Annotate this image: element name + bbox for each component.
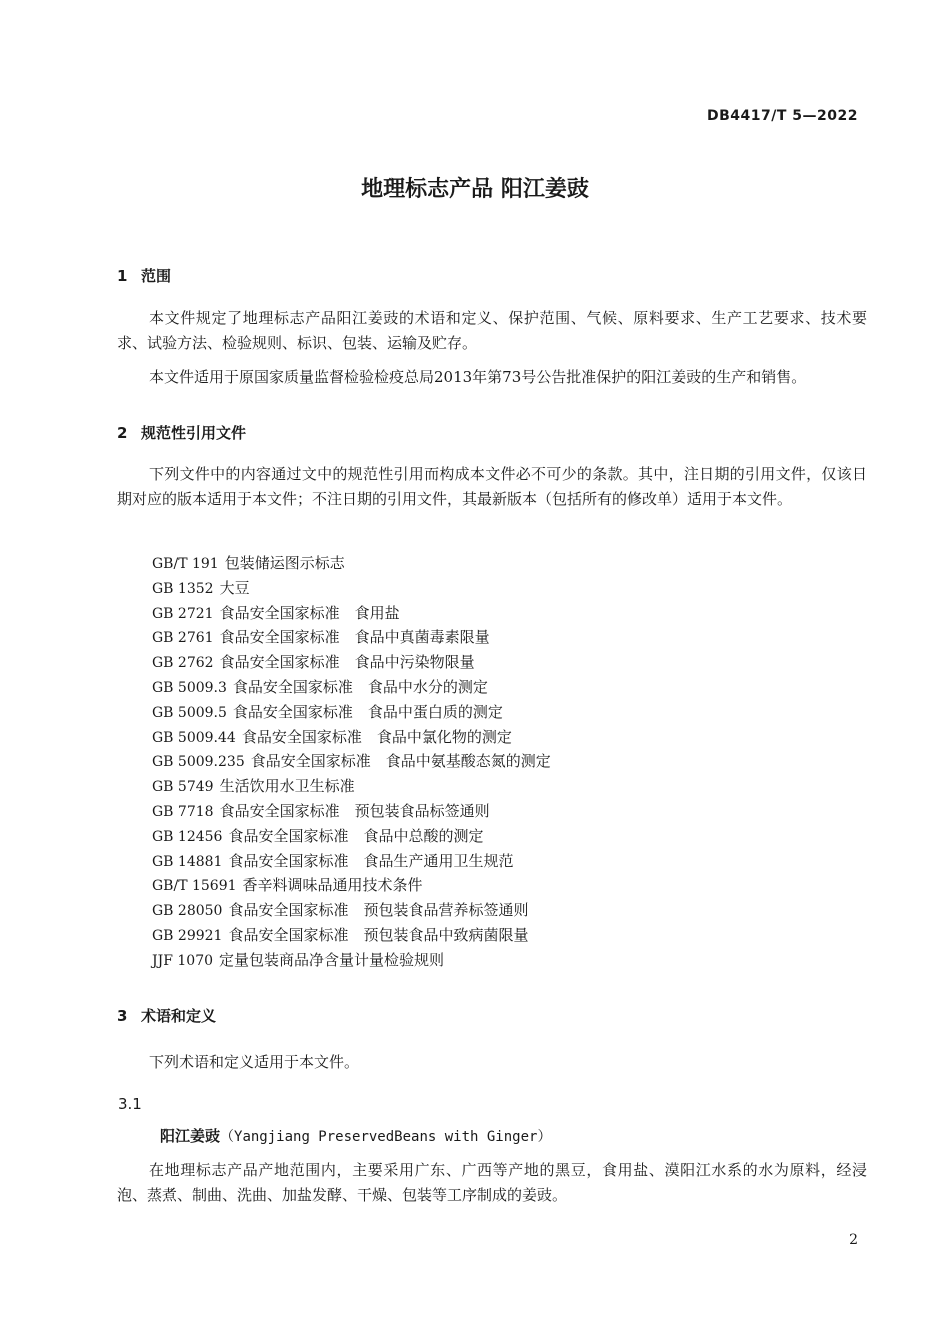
term-entry (160, 1125, 551, 1146)
section-title: 规范性引用文件 (141, 424, 247, 442)
term-chinese: 阳江姜豉 (160, 1127, 221, 1145)
reference-item (152, 625, 551, 650)
paragraph: 下列文件中的内容通过文中的规范性引用而构成本文件必不可少的条款。其中，注日期的引用文件，仅该日期对应的版本适用于本文件；不注日期的引用文件，其最新版本（包括所有的修改单）适用于本文件。 (117, 465, 867, 508)
reference-name: 食品安全国家标准 预包装食品营养标签通则 (228, 901, 529, 920)
reference-name: 食品安全国家标准 食品中蛋白质的测定 (232, 702, 503, 721)
reference-item (152, 824, 551, 849)
reference-item (152, 774, 551, 799)
reference-code: GB/T 191 (152, 556, 219, 572)
reference-code: GB 5009.235 (152, 754, 245, 771)
term-english: （Yangjiang PreservedBeans with Ginger） (220, 1129, 552, 1145)
reference-name: 食品安全国家标准 食品中污染物限量 (219, 653, 475, 672)
paragraph: 本文件规定了地理标志产品阳江姜豉的术语和定义、保护范围、气候、原料要求、生产工艺要求、技术要求、试验方法、检验规则、标识、包装、运输及贮存。 (117, 309, 867, 352)
reference-name: 大豆 (219, 578, 250, 597)
section-heading-scope (117, 265, 171, 286)
reference-item (152, 849, 551, 874)
section-number: 2 (117, 424, 128, 442)
document-code: DB4417/T 5—2022 (707, 108, 858, 124)
reference-name: 食品安全国家标准 预包装食品标签通则 (219, 801, 490, 820)
reference-item (152, 799, 551, 824)
reference-item (152, 898, 551, 923)
reference-code: GB 5009.3 (152, 679, 227, 696)
reference-list (152, 551, 551, 973)
reference-item (152, 650, 551, 675)
reference-name: 食品安全国家标准 食品中水分的测定 (232, 677, 488, 696)
reference-code: GB 5009.5 (152, 704, 227, 721)
page-number: 2 (849, 1232, 858, 1248)
reference-item (152, 576, 551, 601)
reference-item (152, 601, 551, 626)
reference-item (152, 923, 551, 948)
reference-item (152, 675, 551, 700)
reference-code: GB 14881 (152, 853, 223, 870)
reference-item (152, 551, 551, 576)
reference-item (152, 749, 551, 774)
paragraph: 下列术语和定义适用于本文件。 (149, 1053, 360, 1071)
reference-code: GB 2721 (152, 605, 214, 622)
reference-code: JJF 1070 (152, 952, 214, 969)
reference-code: GB/T 15691 (152, 878, 237, 895)
reference-code: GB 1352 (152, 580, 214, 597)
document-title: 地理标志产品 阳江姜豉 (361, 177, 589, 202)
reference-item (152, 700, 551, 725)
reference-name: 食品安全国家标准 预包装食品中致病菌限量 (228, 925, 529, 944)
reference-code: GB 7718 (152, 803, 214, 820)
section-number: 1 (117, 267, 128, 285)
term-definition: 在地理标志产品产地范围内，主要采用广东、广西等产地的黑豆，食用盐、漠阳江水系的水为原料，经浸泡、蒸煮、制曲、洗曲、加盐发酵、干燥、包装等工序制成的姜豉。 (117, 1161, 867, 1204)
reference-name: 生活饮用水卫生标准 (219, 777, 355, 796)
reference-name: 食品安全国家标准 食品中真菌毒素限量 (219, 628, 490, 647)
subsection-number: 3.1 (118, 1095, 142, 1113)
reference-name: 定量包装商品净含量计量检验规则 (219, 950, 445, 969)
paragraph: 本文件适用于原国家质量监督检验检疫总局2013年第73号公告批准保护的阳江姜豉的生产和销售。 (149, 368, 807, 386)
reference-item (152, 873, 551, 898)
reference-name: 食品安全国家标准 食品中氨基酸态氮的测定 (250, 752, 551, 771)
reference-name: 食品安全国家标准 食品中总酸的测定 (228, 826, 484, 845)
reference-code: GB 28050 (152, 903, 223, 920)
reference-name: 香辛料调味品通用技术条件 (242, 876, 423, 895)
reference-code: GB 29921 (152, 927, 223, 944)
reference-name: 食品安全国家标准 食用盐 (219, 603, 400, 622)
section-title: 范围 (141, 267, 172, 285)
reference-name: 包装储运图示标志 (224, 554, 345, 572)
reference-code: GB 5749 (152, 779, 214, 796)
reference-name: 食品安全国家标准 食品中氯化物的测定 (241, 727, 512, 746)
section-heading-normative-references (117, 422, 246, 443)
reference-item (152, 948, 551, 973)
reference-code: GB 2762 (152, 655, 214, 672)
reference-name: 食品安全国家标准 食品生产通用卫生规范 (228, 851, 514, 870)
reference-code: GB 2761 (152, 630, 214, 647)
section-number: 3 (117, 1007, 128, 1025)
reference-code: GB 5009.44 (152, 729, 236, 746)
reference-code: GB 12456 (152, 828, 223, 845)
section-heading-terms-definitions (117, 1005, 216, 1026)
reference-item (152, 725, 551, 750)
section-title: 术语和定义 (141, 1007, 217, 1025)
